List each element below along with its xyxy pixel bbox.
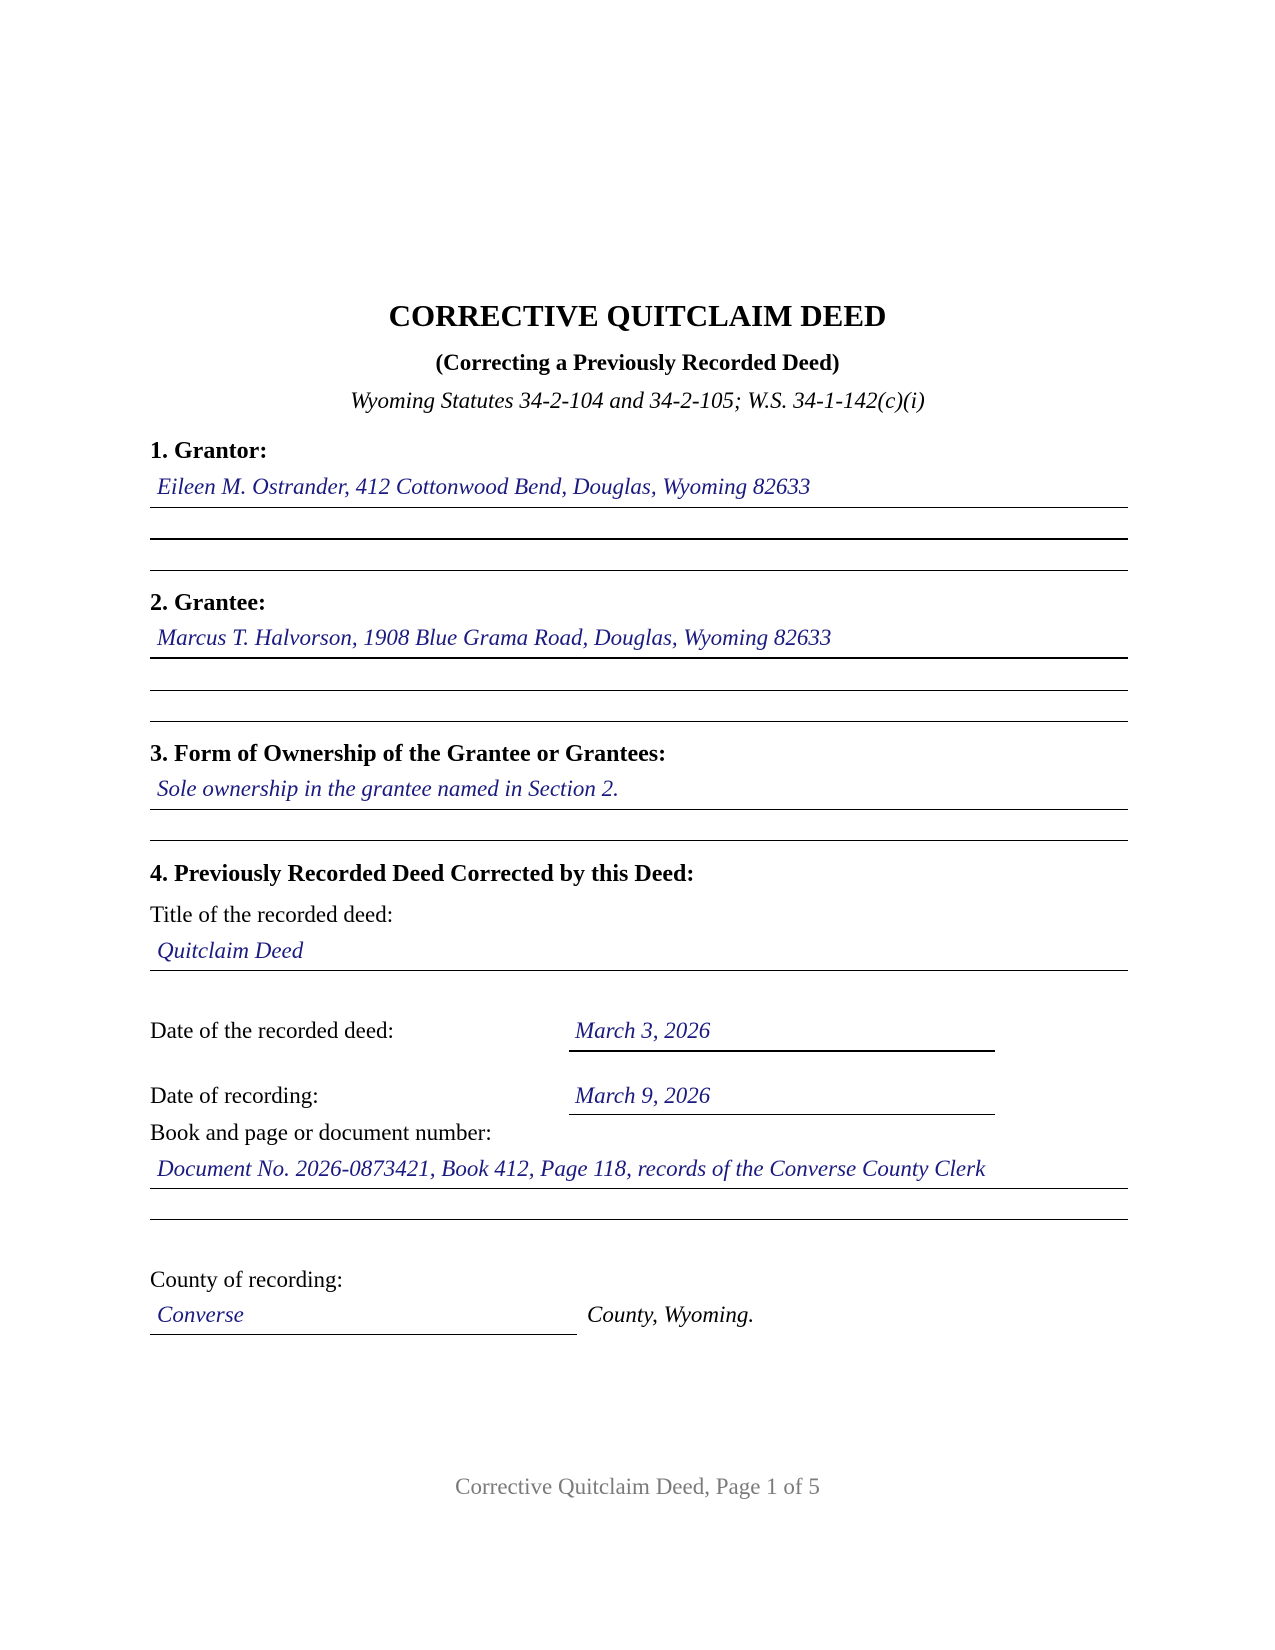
county-line <box>150 1334 577 1335</box>
document-subtitle: (Correcting a Previously Recorded Deed) <box>435 350 840 375</box>
ownership-line-2 <box>150 840 1128 841</box>
deed-title-field[interactable]: Quitclaim Deed <box>157 938 304 963</box>
grantor-line-1 <box>150 507 1128 508</box>
prior-deed-heading: 4. Previously Recorded Deed Corrected by this Deed: <box>150 861 695 887</box>
book-page-line-2 <box>150 1219 1128 1220</box>
grantee-line-2 <box>150 690 1128 691</box>
grantee-line-1 <box>150 657 1128 659</box>
county-field[interactable]: Converse <box>157 1302 244 1327</box>
deed-title-label: Title of the recorded deed: <box>150 902 394 927</box>
county-label: County of recording: <box>150 1267 343 1292</box>
grantee-line-3 <box>150 721 1128 722</box>
page-footer: Corrective Quitclaim Deed, Page 1 of 5 <box>455 1474 820 1499</box>
grantor-field[interactable]: Eileen M. Ostrander, 412 Cottonwood Bend, Douglas, Wyoming 82633 <box>157 474 811 499</box>
recording-date-label: Date of recording: <box>150 1083 319 1108</box>
ownership-heading: 3. Form of Ownership of the Grantee or Grantees: <box>150 741 667 767</box>
ownership-field[interactable]: Sole ownership in the grantee named in Section 2. <box>157 776 619 801</box>
recording-date-line <box>569 1114 995 1115</box>
county-suffix: County, Wyoming. <box>587 1302 755 1327</box>
grantor-line-3 <box>150 570 1128 571</box>
statute-citation: Wyoming Statutes 34-2-104 and 34-2-105; W.S. 34-1-142(c)(i) <box>350 388 925 413</box>
recording-date-field[interactable]: March 9, 2026 <box>575 1083 711 1108</box>
grantor-line-2 <box>150 538 1128 540</box>
book-page-label: Book and page or document number: <box>150 1120 492 1145</box>
deed-date-field[interactable]: March 3, 2026 <box>575 1018 711 1043</box>
deed-date-line <box>569 1050 995 1052</box>
document-title: CORRECTIVE QUITCLAIM DEED <box>388 298 887 333</box>
ownership-line-1 <box>150 809 1128 810</box>
book-page-field[interactable]: Document No. 2026-0873421, Book 412, Page 118, records of the Converse County Clerk <box>157 1156 986 1181</box>
grantee-heading: 2. Grantee: <box>150 590 266 616</box>
grantor-heading: 1. Grantor: <box>150 438 268 464</box>
grantee-field[interactable]: Marcus T. Halvorson, 1908 Blue Grama Road, Douglas, Wyoming 82633 <box>157 625 832 650</box>
deed-date-label: Date of the recorded deed: <box>150 1018 394 1043</box>
deed-title-line <box>150 970 1128 971</box>
book-page-line-1 <box>150 1188 1128 1189</box>
